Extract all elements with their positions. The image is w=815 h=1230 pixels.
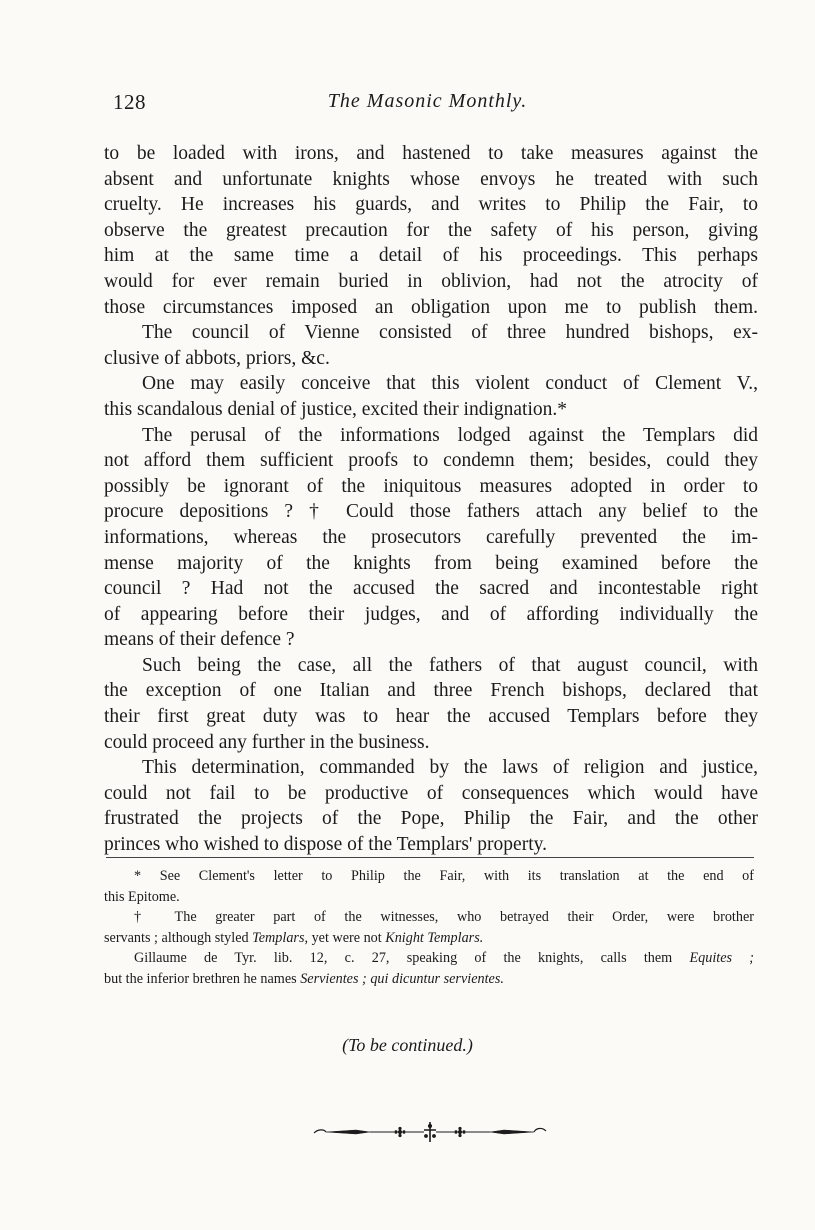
footnote-3-line-2: [104, 969, 754, 990]
footnote-3-emphasis: qui dicuntur servientes.: [370, 970, 504, 987]
footnote-1-line-1: * See Clement's letter to Philip the Fair, with its translation at the end of: [134, 868, 754, 884]
body-line: frustrated the projects of the Pope, Philip the Fair, and the other: [104, 808, 758, 830]
body-line: This determination, commanded by the laws of religion and justice,: [142, 757, 758, 779]
footnote-2-emphasis: Knight Templars.: [385, 929, 484, 946]
body-line: Such being the case, all the fathers of that august council, with: [142, 654, 758, 676]
body-line: princes who wished to dispose of the Templars' property.: [104, 834, 547, 856]
footnote-2-line-1: † The greater part of the witnesses, who betrayed their Order, were brother: [134, 909, 754, 925]
body-line: those circumstances imposed an obligation upon me to publish them.: [104, 296, 758, 318]
footnote-2-text: servants ; although styled: [104, 929, 253, 946]
footnote-3-emphasis: Equites ;: [689, 950, 754, 966]
body-line: means of their defence ?: [104, 629, 295, 651]
body-line: the exception of one Italian and three French bishops, declared that: [104, 680, 758, 702]
body-line: cruelty. He increases his guards, and writes to Philip the Fair, to: [104, 194, 758, 216]
footnote-3-emphasis: Servientes ;: [300, 970, 367, 987]
body-line: could not fail to be productive of consequences which would have: [104, 782, 758, 804]
footnote-2-emphasis: Templars,: [252, 929, 309, 946]
footnote-3-text: Gillaume de Tyr. lib. 12, c. 27, speaking of the knights, calls them: [134, 950, 690, 966]
body-line: their first great duty was to hear the accused Templars before they: [104, 706, 758, 728]
body-text: [104, 141, 758, 858]
body-line: The council of Vienne consisted of three hundred bishops, ex-: [142, 322, 758, 344]
footnote-3-line-1: [104, 948, 754, 969]
body-line: The perusal of the informations lodged against the Templars did: [142, 424, 758, 446]
body-line: could proceed any further in the business.: [104, 731, 430, 753]
running-title: The Masonic Monthly.: [327, 90, 528, 112]
body-line: possibly be ignorant of the iniquitous measures adopted in order to: [104, 475, 758, 497]
footnote-2-text: yet were not: [308, 929, 386, 946]
footnote-3-text: but the inferior brethren he names: [104, 970, 301, 987]
footnotes: [104, 866, 754, 989]
body-line: of appearing before their judges, and of affording individually the: [104, 603, 758, 625]
body-line: One may easily conceive that this violent conduct of Clement V.,: [142, 373, 758, 395]
tailpiece-ornament-icon: [310, 1118, 550, 1142]
body-line: would for ever remain buried in oblivion, had not the atrocity of: [104, 270, 758, 292]
body-line: observe the greatest precaution for the safety of his person, giving: [104, 219, 758, 241]
body-line: procure depositions ? † Could those fathers attach any belief to the: [104, 501, 758, 523]
body-line: mense majority of the knights from being examined before the: [104, 552, 758, 574]
body-line: absent and unfortunate knights whose envoys he treated with such: [104, 168, 758, 190]
to-be-continued: (To be continued.): [342, 1035, 473, 1055]
page-number: 128: [113, 90, 146, 114]
footnote-1-line-2: this Epitome.: [104, 888, 180, 905]
footnote-2-line-2: [104, 928, 754, 949]
body-line: informations, whereas the prosecutors carefully prevented the im-: [104, 526, 758, 548]
body-line: to be loaded with irons, and hastened to take measures against the: [104, 143, 758, 164]
footnote-divider: [106, 857, 754, 858]
body-line: this scandalous denial of justice, excited their indignation.*: [104, 398, 568, 420]
body-line: clusive of abbots, priors, &c.: [104, 347, 330, 369]
body-line: council ? Had not the accused the sacred and incontestable right: [104, 578, 758, 600]
body-line: him at the same time a detail of his proceedings. This perhaps: [104, 245, 758, 267]
body-line: not afford them sufficient proofs to condemn them; besides, could they: [104, 450, 758, 472]
